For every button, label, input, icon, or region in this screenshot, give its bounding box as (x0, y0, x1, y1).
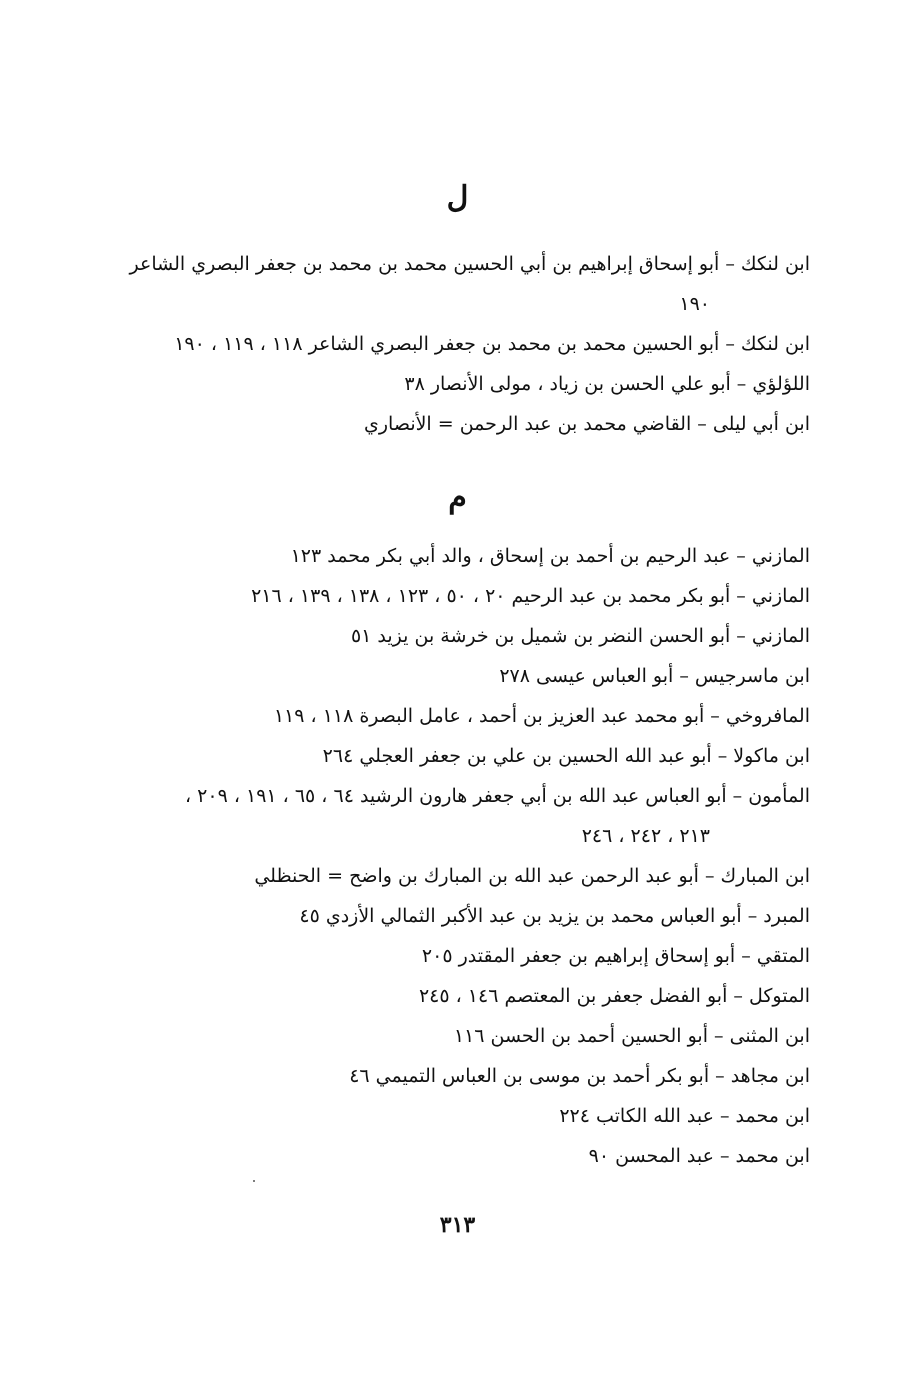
index-entry: المازني – أبو بكر محمد بن عبد الرحيم ٢٠ ، ٥٠ ، ١٢٣ ، ١٣٨ ، ١٣٩ ، ٢١٦ (251, 585, 810, 607)
index-entry: المازني – أبو الحسن النضر بن شميل بن خرشة بن يزيد ٥١ (350, 625, 810, 647)
index-entry: ابن مجاهد – أبو بكر أحمد بن موسى بن العباس التميمي ٤٦ (349, 1065, 810, 1087)
index-entry: المبرد – أبو العباس محمد بن يزيد بن عبد الأكبر الثمالي الأزدي ٤٥ (299, 905, 810, 927)
index-entry: ابن المثنى – أبو الحسين أحمد بن الحسن ١١٦ (453, 1025, 810, 1047)
index-entry: ابن محمد – عبد المحسن ٩٠ (588, 1145, 810, 1167)
index-entry: ابن المبارك – أبو عبد الرحمن عبد الله بن المبارك بن واضح = الحنظلي (254, 865, 810, 887)
entries-lam (130, 244, 810, 444)
entries-mim (185, 536, 810, 1176)
index-entry: ابن محمد – عبد الله الكاتب ٢٢٤ (559, 1105, 810, 1127)
entry-continuation: ١٩٠ (679, 293, 710, 315)
index-entry: المازني – عبد الرحيم بن أحمد بن إسحاق ، والد أبي بكر محمد ١٢٣ (290, 545, 810, 567)
index-entry (130, 244, 810, 324)
index-entry: المتوكل – أبو الفضل جعفر بن المعتصم ١٤٦ ، ٢٤٥ (418, 985, 810, 1007)
index-entry: اللؤلؤي – أبو علي الحسن بن زياد ، مولى الأنصار ٣٨ (404, 373, 810, 395)
entry-text: المأمون – أبو العباس عبد الله بن أبي جعفر هارون الرشيد ٦٤ ، ٦٥ ، ١٩١ ، ٢٠٩ ، (184, 785, 810, 807)
index-entry: ابن ماكولا – أبو عبد الله الحسين بن علي بن جعفر العجلي ٢٦٤ (322, 745, 810, 767)
entry-text: ابن لنكك – أبو إسحاق إبراهيم بن أبي الحسين محمد بن محمد بن جعفر البصري الشاعر (129, 253, 810, 275)
section-letter-lam: ل (446, 180, 469, 215)
entry-continuation: ٢١٣ ، ٢٤٢ ، ٢٤٦ (581, 825, 710, 847)
index-entry: ابن لنكك – أبو الحسين محمد بن محمد بن جعفر البصري الشاعر ١١٨ ، ١١٩ ، ١٩٠ (174, 333, 810, 355)
index-entry: ابن ماسرجيس – أبو العباس عيسى ٢٧٨ (499, 665, 810, 687)
page-number: ٣١٣ (439, 1212, 476, 1238)
speck (253, 1180, 255, 1182)
section-letter-mim: م (448, 480, 467, 515)
index-entry: المتقي – أبو إسحاق إبراهيم بن جعفر المقتدر ٢٠٥ (421, 945, 810, 967)
index-entry (185, 776, 810, 856)
index-entry: المافروخي – أبو محمد عبد العزيز بن أحمد ، عامل البصرة ١١٨ ، ١١٩ (273, 705, 810, 727)
index-entry: ابن أبي ليلى – القاضي محمد بن عبد الرحمن = الأنصاري (364, 413, 810, 435)
